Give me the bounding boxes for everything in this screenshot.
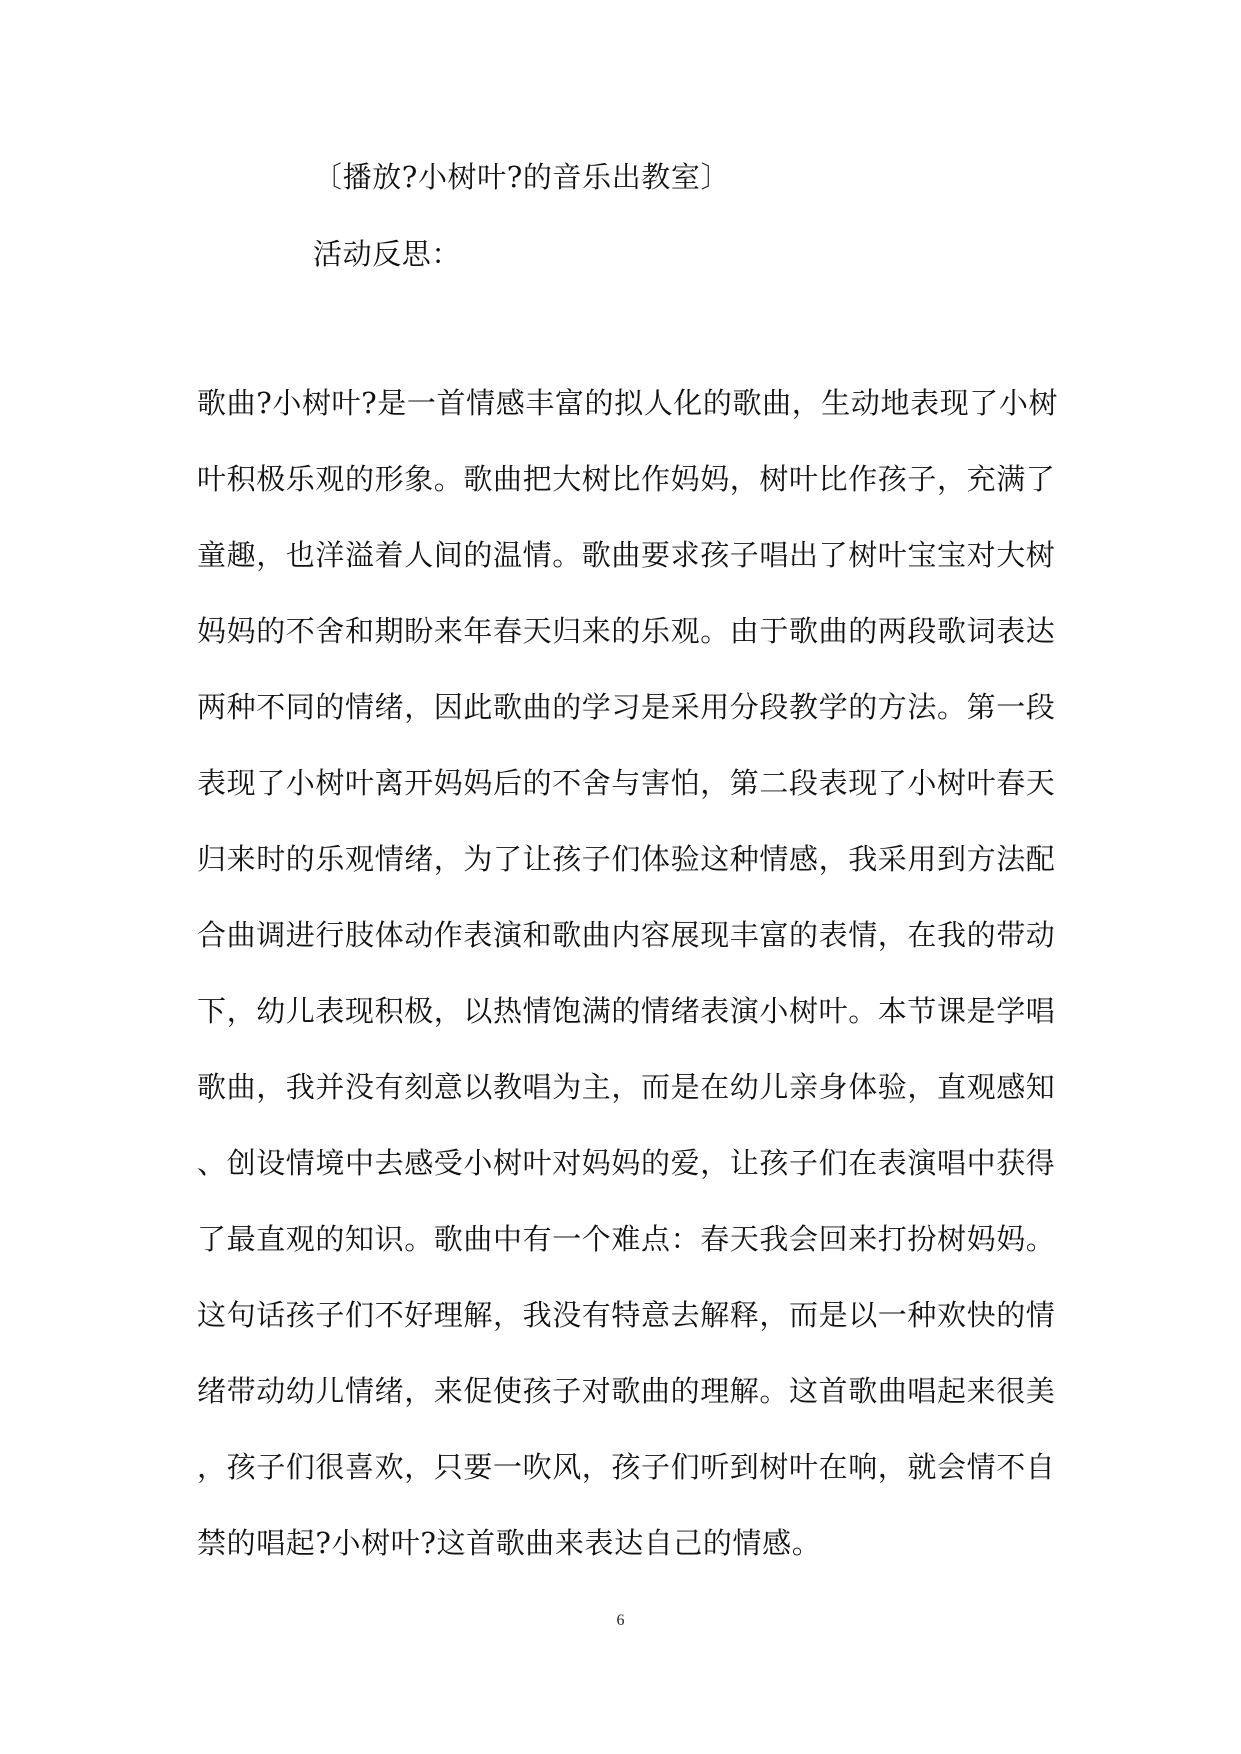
paragraph-line: 下，幼儿表现积极，以热情饱满的情绪表演小树叶。本节课是学唱 (197, 994, 1056, 1028)
intro-line-reflection-heading: 活动反思： (313, 237, 462, 271)
paragraph-line: 合曲调进行肢体动作表演和歌曲内容展现丰富的表情，在我的带动 (197, 918, 1056, 952)
paragraph-line: 妈妈的不舍和期盼来年春天归来的乐观。由于歌曲的两段歌词表达 (197, 614, 1056, 648)
paragraph-line: 童趣，也洋溢着人间的温情。歌曲要求孩子唱出了树叶宝宝对大树 (197, 538, 1056, 572)
paragraph-line: 归来时的乐观情绪，为了让孩子们体验这种情感，我采用到方法配 (197, 842, 1056, 876)
paragraph-line: 禁的唱起?小树叶?这首歌曲来表达自己的情感。 (197, 1526, 822, 1560)
paragraph-line: 歌曲，我并没有刻意以教唱为主，而是在幼儿亲身体验，直观感知 (197, 1070, 1056, 1104)
paragraph-line: 这句话孩子们不好理解，我没有特意去解释，而是以一种欢快的情 (197, 1298, 1056, 1332)
paragraph-line: 、创设情境中去感受小树叶对妈妈的爱，让孩子们在表演唱中获得 (197, 1146, 1056, 1180)
paragraph-line: 两种不同的情绪，因此歌曲的学习是采用分段教学的方法。第一段 (197, 690, 1056, 724)
paragraph-line: 了最直观的知识。歌曲中有一个难点：春天我会回来打扮树妈妈。 (197, 1222, 1056, 1256)
page-number: 6 (616, 1612, 625, 1629)
paragraph-line: 歌曲?小树叶?是一首情感丰富的拟人化的歌曲，生动地表现了小树 (197, 386, 1059, 420)
paragraph-line: 绪带动幼儿情绪，来促使孩子对歌曲的理解。这首歌曲唱起来很美 (197, 1374, 1056, 1408)
intro-line-playback: 〔播放?小树叶?的音乐出教室〕 (313, 160, 731, 194)
paragraph-line: 叶积极乐观的形象。歌曲把大树比作妈妈，树叶比作孩子，充满了 (197, 462, 1056, 496)
paragraph-line: ，孩子们很喜欢，只要一吹风，孩子们听到树叶在响，就会情不自 (197, 1450, 1056, 1484)
paragraph-line: 表现了小树叶离开妈妈后的不舍与害怕，第二段表现了小树叶春天 (197, 766, 1056, 800)
